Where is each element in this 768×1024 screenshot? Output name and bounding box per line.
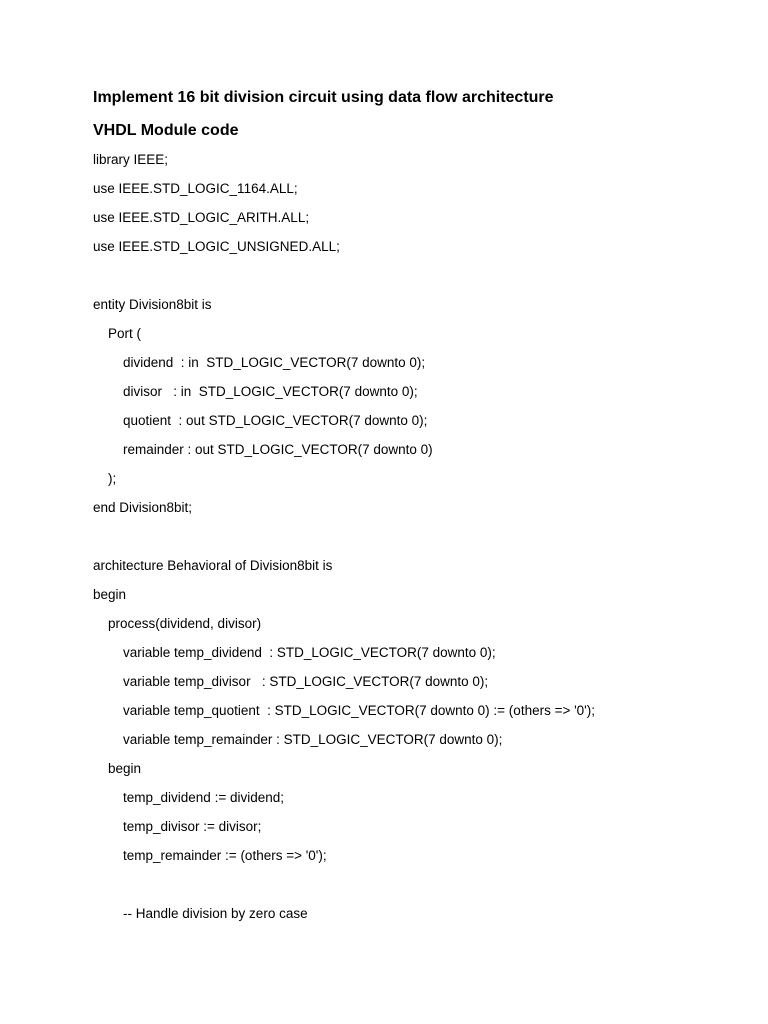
code-line: end Division8bit; — [93, 500, 193, 515]
code-line: divisor : in STD_LOGIC_VECTOR(7 downto 0); — [93, 384, 418, 399]
code-line: use IEEE.STD_LOGIC_UNSIGNED.ALL; — [93, 239, 340, 254]
code-line: Port ( — [93, 326, 142, 341]
code-line: variable temp_divisor : STD_LOGIC_VECTOR(7 downto 0); — [93, 674, 489, 689]
code-line: use IEEE.STD_LOGIC_1164.ALL; — [93, 181, 298, 196]
code-line: dividend : in STD_LOGIC_VECTOR(7 downto 0); — [93, 355, 426, 370]
code-line: quotient : out STD_LOGIC_VECTOR(7 downto 0); — [93, 413, 428, 428]
code-line: entity Division8bit is — [93, 297, 212, 312]
code-line: variable temp_quotient : STD_LOGIC_VECTOR(7 downto 0) := (others => '0'); — [93, 703, 596, 718]
code-line: begin — [93, 761, 142, 776]
code-line: -- Handle division by zero case — [93, 906, 308, 921]
code-line: use IEEE.STD_LOGIC_ARITH.ALL; — [93, 210, 310, 225]
code-line: variable temp_dividend : STD_LOGIC_VECTOR(7 downto 0); — [93, 645, 496, 660]
code-line: library IEEE; — [93, 152, 169, 167]
code-line: temp_dividend := dividend; — [93, 790, 284, 805]
document-subtitle: VHDL Module code — [93, 122, 239, 139]
code-line: architecture Behavioral of Division8bit is — [93, 558, 333, 573]
code-line: process(dividend, divisor) — [93, 616, 262, 631]
code-line: variable temp_remainder : STD_LOGIC_VECTOR(7 downto 0); — [93, 732, 503, 747]
code-line: ); — [93, 471, 117, 486]
code-line: temp_remainder := (others => '0'); — [93, 848, 327, 863]
document-title: Implement 16 bit division circuit using data flow architecture — [93, 89, 554, 106]
code-line: temp_divisor := divisor; — [93, 819, 262, 834]
code-line: begin — [93, 587, 127, 602]
code-line: remainder : out STD_LOGIC_VECTOR(7 downto 0) — [93, 442, 433, 457]
